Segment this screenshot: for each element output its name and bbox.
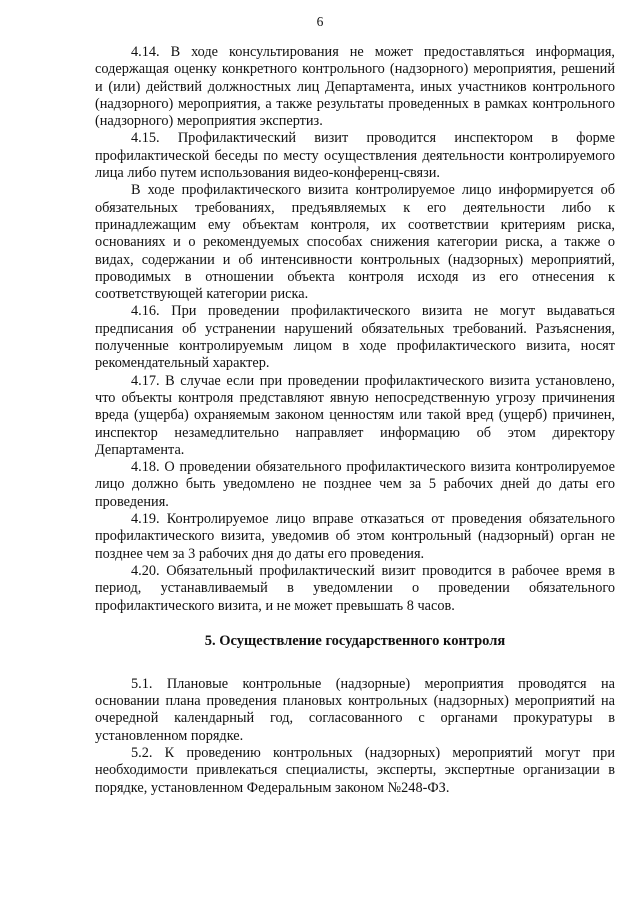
paragraph-4-19: 4.19. Контролируемое лицо вправе отказаться от проведения обязательного профилактического визита, уведомив об этом контрольный (надзорный) орган не позднее чем за 3 рабочих дня до даты его проведения. — [95, 511, 615, 562]
page-number: 6 — [316, 14, 324, 29]
paragraph-4-18: 4.18. О проведении обязательного профилактического визита контролируемое лицо должно быть уведомлено не позднее чем за 5 рабочих дней до даты его проведения. — [95, 459, 615, 510]
paragraph-visit-info: В ходе профилактического визита контролируемое лицо информируется об обязательных требованиях, предъявляемых к его деятельности либо к принадлежащим ему объектам контроля, их соответствии критериям риска, основаниях и о рекомендуемых способах снижения категории риска, а также о видах, содержании и об интенсивности контрольных (надзорных) мероприятий, проводимых в отношении объекта контроля исходя из его отнесения к соответствующей категории риска. — [95, 182, 615, 303]
paragraph-4-16: 4.16. При проведении профилактического визита не могут выдаваться предписания об устранении нарушений обязательных требований. Разъяснения, полученные контролируемым лицом в ходе профилактического визита, носят рекомендательный характер. — [95, 303, 615, 372]
paragraph-5-1: 5.1. Плановые контрольные (надзорные) мероприятия проводятся на основании плана проведения плановых контрольных (надзорных) мероприятий на очередной календарный год, согласованного с органами прокуратуры в установленном порядке. — [95, 675, 615, 744]
paragraph-4-17: 4.17. В случае если при проведении профилактического визита установлено, что объекты контроля представляют явную непосредственную угрозу причинения вреда (ущерба) охраняемым законом ценностям или такой вред (ущерб) причинен, инспектор незамедлительно направляет информацию об этом директору Департамента. — [95, 372, 615, 458]
paragraph-4-14: 4.14. В ходе консультирования не может предоставляться информация, содержащая оценку конкретного контрольного (надзорного) мероприятия, решений и (или) действий должностных лиц Департамента, иных участников контрольного (надзорного) мероприятия, а также результаты проведенных в рамках контрольного (надзорного) мероприятия экспертиз. — [95, 44, 615, 130]
paragraph-5-2: 5.2. К проведению контрольных (надзорных) мероприятий могут при необходимости привлекаться специалисты, эксперты, экспертные организации в порядке, установленном Федеральным законом №248-ФЗ. — [95, 744, 615, 796]
document-body — [95, 44, 615, 797]
section-heading: 5. Осуществление государственного контроля — [204, 632, 506, 649]
paragraph-4-20: 4.20. Обязательный профилактический визит проводится в рабочее время в период, устанавливаемый в уведомлении о проведении обязательного профилактического визита, и не может превышать 8 часов. — [95, 562, 615, 614]
paragraph-4-15: 4.15. Профилактический визит проводится инспектором в форме профилактической беседы по месту осуществления деятельности контролируемого лица либо путем использования видео-конференц-связи. — [95, 130, 615, 182]
